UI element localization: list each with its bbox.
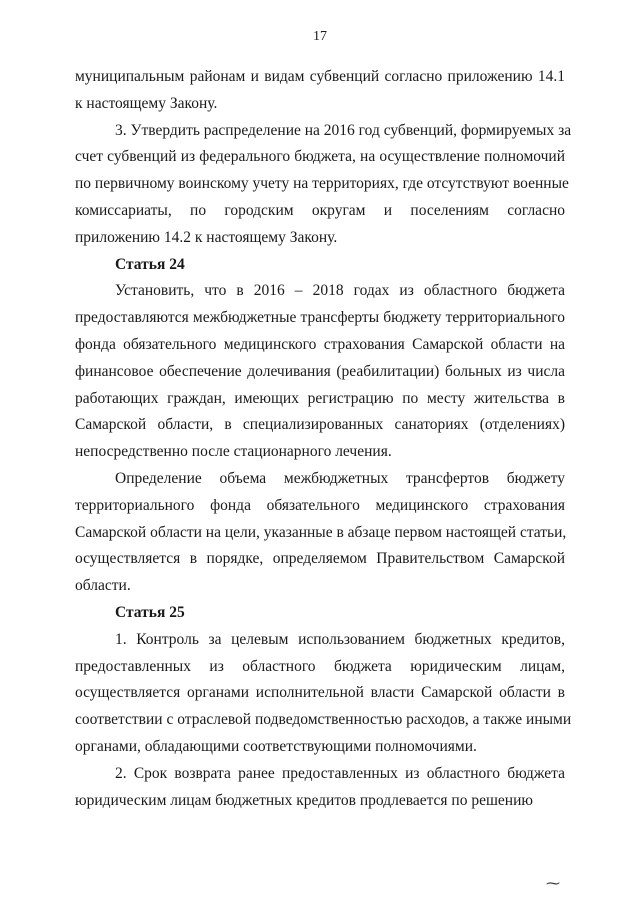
text-line: Самарской области на цели, указанные в абзаце первом настоящей статьи, [75,523,567,541]
text-line: Определение объема межбюджетных трансфертов бюджету [115,469,565,487]
text-line: фонда обязательного медицинского страхования Самарской области на [75,335,565,353]
paragraph [75,627,572,761]
text-line: 1. Контроль за целевым использованием бюджетных кредитов, [115,630,565,648]
text-line: непосредственно после стационарного лечения. [75,443,392,461]
text-line: осуществляется в порядке, определяемом Правительством Самарской [75,550,565,568]
text-line: предоставленных из областного бюджета юридическим лицам, [75,657,565,675]
paragraph [75,118,572,252]
text-line: органами, обладающими соответствующими полномочиями. [75,737,477,755]
text-line: финансовое обеспечение долечивания (реабилитации) больных из числа [75,362,565,380]
text-line: Самарской области, в специализированных санаториях (отделениях) [75,416,565,434]
article-heading: Статья 25 [115,603,185,621]
text-line: счет субвенций из федерального бюджета, на осуществление полномочий [75,148,565,166]
footer-mark: ⁓ [546,877,560,892]
paragraph [75,466,565,600]
text-line: по первичному воинскому учету на территориях, где отсутствуют военные [75,175,569,193]
text-line: юридическим лицам бюджетных кредитов продлевается по решению [75,791,533,809]
text-line: области. [75,577,131,595]
text-line: предоставляются межбюджетные трансферты бюджету территориального [75,309,565,327]
text-line: работающих граждан, имеющих регистрацию по месту жительства в [75,389,565,407]
paragraph [75,64,565,118]
text-line: к настоящему Закону. [75,94,218,112]
document-body [75,64,572,814]
text-line: Установить, что в 2016 – 2018 годах из областного бюджета [115,282,565,300]
text-line: муниципальным районам и видам субвенций согласно приложению 14.1 [75,68,565,85]
text-line: 2. Срок возврата ранее предоставленных из областного бюджета [115,764,565,782]
text-line: приложению 14.2 к настоящему Закону. [75,228,338,246]
page-number: 17 [313,29,327,44]
paragraph [75,278,565,466]
text-line: 3. Утвердить распределение на 2016 год субвенций, формируемых за [115,121,572,139]
paragraph [75,761,565,815]
article-heading: Статья 24 [115,255,185,273]
text-line: комиссариаты, по городским округам и поселениям согласно [75,201,565,219]
text-line: соответствии с отраслевой подведомственностью расходов, а также иными [75,711,572,729]
text-line: осуществляется органами исполнительной власти Самарской области в [75,684,565,702]
text-line: территориального фонда обязательного медицинского страхования [75,496,565,514]
